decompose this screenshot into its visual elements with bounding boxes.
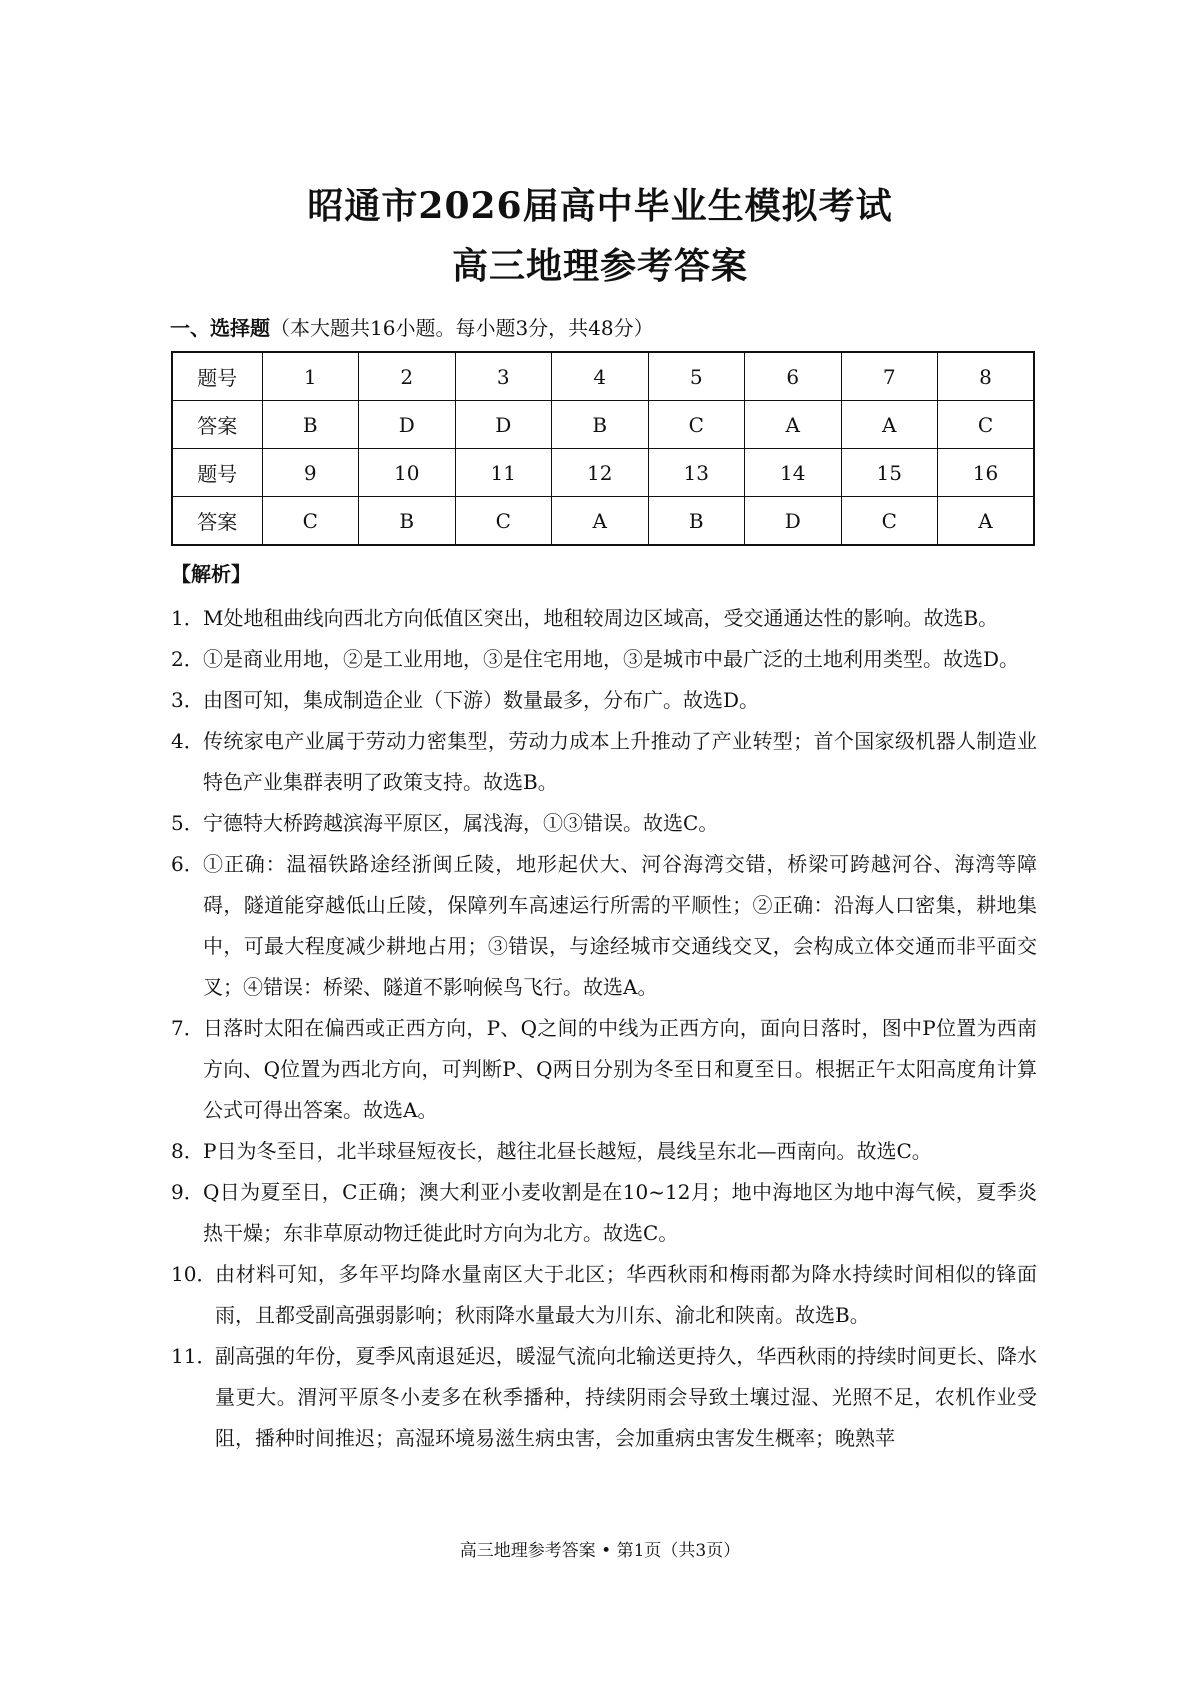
table-cell: 3 bbox=[455, 352, 552, 401]
item-text: 传统家电产业属于劳动力密集型，劳动力成本上升推动了产业转型；首个国家级机器人制造业特色产业集群表明了政策支持。故选B。 bbox=[203, 729, 1037, 794]
table-cell: 11 bbox=[455, 449, 552, 497]
item-text: 副高强的年份，夏季风南退延迟，暖湿气流向北输送更持久，华西秋雨的持续时间更长、降水量更大。渭河平原冬小麦多在秋季播种，持续阴雨会导致土壤过湿、光照不足，农机作业受阻，播种时间推迟；高湿环境易滋生病虫害，会加重病虫害发生概率；晚熟苹 bbox=[215, 1344, 1037, 1450]
table-cell: 5 bbox=[648, 352, 745, 401]
answer-key-title: 高三地理参考答案 bbox=[451, 245, 748, 287]
table-cell: 1 bbox=[262, 352, 359, 401]
list-item bbox=[171, 803, 1037, 844]
table-cell: B bbox=[262, 401, 359, 449]
table-cell: C bbox=[841, 497, 938, 546]
table-cell: C bbox=[938, 401, 1035, 449]
item-text: 日落时太阳在偏西或正西方向，P、Q之间的中线为正西方向，面向日落时，图中P位置为西南方向、Q位置为西北方向，可判断P、Q两日分别为冬至日和夏至日。根据正午太阳高度角计算公式可得出答案。故选A。 bbox=[203, 1016, 1037, 1122]
table-row bbox=[172, 497, 1034, 546]
section-label: 一、选择题 bbox=[170, 316, 270, 340]
exam-title: 昭通市2026届高中毕业生模拟考试 bbox=[307, 185, 893, 227]
table-cell: A bbox=[938, 497, 1035, 546]
item-number: 3． bbox=[171, 688, 204, 712]
table-cell: C bbox=[262, 497, 359, 546]
table-row bbox=[172, 449, 1034, 497]
table-cell: B bbox=[359, 497, 456, 546]
analysis-heading: 【解析】 bbox=[171, 562, 251, 586]
item-number: 2． bbox=[171, 647, 204, 671]
table-cell: 10 bbox=[359, 449, 456, 497]
table-cell: 答案 bbox=[172, 401, 262, 449]
table-cell: 题号 bbox=[172, 352, 262, 401]
list-item bbox=[171, 639, 1037, 680]
table-cell: 答案 bbox=[172, 497, 262, 546]
item-text: M处地租曲线向西北方向低值区突出，地租较周边区域高，受交通通达性的影响。故选B。 bbox=[203, 606, 999, 630]
table-cell: 12 bbox=[552, 449, 649, 497]
table-cell: 4 bbox=[552, 352, 649, 401]
table-cell: D bbox=[359, 401, 456, 449]
item-text: Q日为夏至日，C正确；澳大利亚小麦收割是在10~12月；地中海地区为地中海气候，夏季炎热干燥；东非草原动物迁徙此时方向为北方。故选C。 bbox=[203, 1180, 1037, 1245]
table-cell: D bbox=[455, 401, 552, 449]
item-number: 6． bbox=[171, 852, 204, 876]
table-row bbox=[172, 352, 1034, 401]
item-number: 10． bbox=[171, 1262, 217, 1286]
item-number: 1． bbox=[171, 606, 204, 630]
item-number: 7． bbox=[171, 1016, 204, 1040]
item-number: 8． bbox=[171, 1139, 204, 1163]
item-number: 11． bbox=[171, 1344, 217, 1368]
table-cell: 2 bbox=[359, 352, 456, 401]
table-cell: 16 bbox=[938, 449, 1035, 497]
list-item bbox=[171, 844, 1037, 1008]
item-number: 4． bbox=[171, 729, 204, 753]
item-number: 5． bbox=[171, 811, 204, 835]
item-text: 由图可知，集成制造企业（下游）数量最多，分布广。故选D。 bbox=[203, 688, 760, 712]
answer-table bbox=[171, 351, 1035, 546]
table-cell: 9 bbox=[262, 449, 359, 497]
table-cell: B bbox=[648, 497, 745, 546]
item-text: 由材料可知，多年平均降水量南区大于北区；华西秋雨和梅雨都为降水持续时间相似的锋面雨，且都受副高强弱影响；秋雨降水量最大为川东、渝北和陕南。故选B。 bbox=[215, 1262, 1037, 1327]
table-cell: C bbox=[455, 497, 552, 546]
table-cell: A bbox=[745, 401, 842, 449]
list-item bbox=[171, 1172, 1037, 1254]
list-item bbox=[171, 1008, 1037, 1131]
section-note: （本大题共16小题。每小题3分，共48分） bbox=[270, 316, 654, 340]
table-cell: 14 bbox=[745, 449, 842, 497]
table-cell: 题号 bbox=[172, 449, 262, 497]
table-cell: 15 bbox=[841, 449, 938, 497]
item-number: 9． bbox=[171, 1180, 204, 1204]
item-text: ①是商业用地，②是工业用地，③是住宅用地，③是城市中最广泛的土地利用类型。故选D。 bbox=[203, 647, 1020, 671]
list-item bbox=[171, 721, 1037, 803]
analysis-list bbox=[171, 598, 1037, 1459]
item-text: ①正确：温福铁路途经浙闽丘陵，地形起伏大、河谷海湾交错，桥梁可跨越河谷、海湾等障碍，隧道能穿越低山丘陵，保障列车高速运行所需的平顺性；②正确：沿海人口密集，耕地集中，可最大程度减少耕地占用；③错误，与途经城市交通线交叉，会构成立体交通而非平面交叉；④错误：桥梁、隧道不影响候鸟飞行。故选A。 bbox=[203, 852, 1037, 999]
table-cell: 13 bbox=[648, 449, 745, 497]
table-cell: A bbox=[552, 497, 649, 546]
section-heading bbox=[170, 312, 654, 341]
item-text: 宁德特大桥跨越滨海平原区，属浅海，①③错误。故选C。 bbox=[203, 811, 719, 835]
table-cell: C bbox=[648, 401, 745, 449]
table-cell: 7 bbox=[841, 352, 938, 401]
page-footer: 高三地理参考答案 • 第1页（共3页） bbox=[459, 1541, 741, 1561]
list-item bbox=[171, 598, 1037, 639]
table-cell: 8 bbox=[938, 352, 1035, 401]
table-row bbox=[172, 401, 1034, 449]
table-cell: A bbox=[841, 401, 938, 449]
list-item bbox=[171, 1131, 1037, 1172]
table-cell: B bbox=[552, 401, 649, 449]
list-item bbox=[171, 1336, 1037, 1459]
table-cell: D bbox=[745, 497, 842, 546]
list-item bbox=[171, 1254, 1037, 1336]
item-text: P日为冬至日，北半球昼短夜长，越往北昼长越短，晨线呈东北—西南向。故选C。 bbox=[203, 1139, 932, 1163]
list-item bbox=[171, 680, 1037, 721]
table-cell: 6 bbox=[745, 352, 842, 401]
